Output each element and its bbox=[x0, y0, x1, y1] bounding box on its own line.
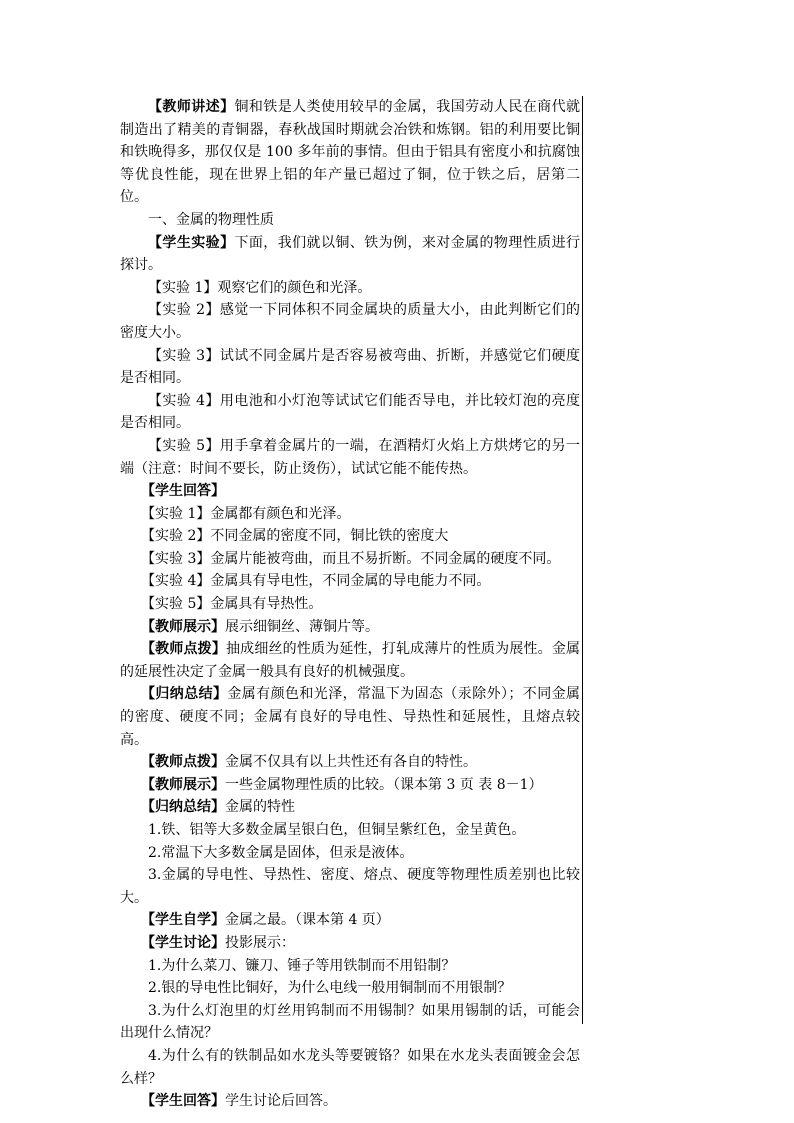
paragraph-teacher-display-2 bbox=[120, 774, 580, 797]
paragraph-text: 金属片能被弯曲，而且不易折断。不同金属的硬度不同。 bbox=[210, 550, 561, 567]
paragraph-teacher-narration bbox=[120, 96, 580, 209]
list-item-question-1: 1.为什么菜刀、镰刀、锤子等用铁制而不用铅制？ bbox=[148, 957, 456, 974]
paragraph-text: 用手拿着金属片的一端，在酒精灯火焰上方烘烤它的另一端（注意：时间不要长，防止烫伤），试试它能不能传热。 bbox=[120, 437, 581, 477]
paragraph-text: 展示细铜丝、薄铜片等。 bbox=[225, 618, 379, 635]
paragraph-text: 感觉一下同体积不同金属块的质量大小，由此判断它们的密度大小。 bbox=[120, 302, 581, 341]
list-item-property-2: 2.常温下大多数金属是固体，但汞是液体。 bbox=[148, 844, 414, 861]
paragraph-text: 观察它们的颜色和光泽。 bbox=[217, 279, 372, 296]
section-tag: 【教师展示】 bbox=[141, 618, 225, 635]
paragraph-summary bbox=[120, 683, 580, 751]
lesson-content bbox=[120, 96, 580, 1113]
paragraph-summary-2 bbox=[120, 796, 580, 819]
paragraph-experiment-4 bbox=[120, 390, 580, 435]
paragraph-experiment-2 bbox=[120, 299, 580, 344]
list-item-question-3: 3.为什么灯泡里的灯丝用钨制而不用锡制？如果用锡制的话，可能会出现什么情况？ bbox=[120, 1002, 580, 1042]
section-tag: 【学生自学】 bbox=[141, 912, 225, 929]
heading-physical-properties: 一、金属的物理性质 bbox=[148, 211, 274, 228]
paragraph-answer-5 bbox=[120, 593, 580, 616]
experiment-tag: 【实验 4】 bbox=[148, 392, 220, 409]
section-tag: 【学生讨论】 bbox=[141, 934, 225, 951]
paragraph-student-answer-2 bbox=[120, 1090, 580, 1113]
experiment-tag: 【实验 5】 bbox=[141, 596, 211, 613]
list-item-property-3: 3.金属的导电性、导热性、密度、熔点、硬度等物理性质差别也比较大。 bbox=[120, 867, 580, 906]
section-tag: 【学生实验】 bbox=[148, 234, 235, 251]
paragraph-student-experiment bbox=[120, 232, 580, 277]
experiment-tag: 【实验 4】 bbox=[141, 573, 211, 590]
paragraph-answer-1 bbox=[120, 503, 580, 526]
paragraph-text: 金属具有导电性，不同金属的导电能力不同。 bbox=[210, 573, 491, 590]
experiment-tag: 【实验 3】 bbox=[141, 550, 211, 567]
section-tag: 【教师讲述】 bbox=[148, 99, 235, 115]
section-tag: 【教师点拨】 bbox=[141, 641, 226, 658]
paragraph-experiment-1 bbox=[120, 277, 580, 300]
experiment-tag: 【实验 3】 bbox=[148, 347, 220, 364]
paragraph-text: 金属都有颜色和光泽。 bbox=[210, 505, 351, 522]
paragraph-student-answer bbox=[120, 480, 580, 503]
experiment-tag: 【实验 1】 bbox=[141, 505, 211, 522]
list-item-property-1: 1.铁、铝等大多数金属呈银白色，但铜呈紫红色，金呈黄色。 bbox=[148, 822, 526, 838]
section-tag: 【教师展示】 bbox=[141, 776, 225, 793]
paragraph-text: 金属之最。（课本第 4 页） bbox=[225, 912, 390, 929]
paragraph-text: 抽成细丝的性质为延性，打轧成薄片的性质为展性。金属的延展性决定了金属一般具有良好的机械强度。 bbox=[120, 641, 580, 680]
experiment-tag: 【实验 1】 bbox=[148, 279, 218, 296]
right-margin-rule bbox=[582, 96, 583, 1024]
paragraph-answer-2 bbox=[120, 525, 580, 548]
paragraph-text: 铜和铁是人类使用较早的金属，我国劳动人民在商代就制造出了精美的青铜器，春秋战国时期就会冶铁和炼钢。铝的利用要比铜和铁晚得多，那仅仅是 100 多年前的事情。但由于铝具有密度小和抗腐蚀等优良性能，现在世界上铝的年产量已超过了铜，位于铁之后，居第二位。 bbox=[120, 99, 581, 206]
paragraph-text: 金属的特性 bbox=[225, 799, 295, 816]
paragraph-text: 不同金属的密度不同，铜比铁的密度大 bbox=[210, 528, 449, 545]
paragraph-answer-4 bbox=[120, 570, 580, 593]
paragraph-discussion bbox=[120, 932, 580, 955]
paragraph-text: 投影展示： bbox=[225, 934, 295, 951]
paragraph-teacher-display bbox=[120, 616, 580, 639]
paragraph-self-study bbox=[120, 909, 580, 932]
list-item-question-2: 2.银的导电性比铜好，为什么电线一般用铜制而不用银制？ bbox=[148, 980, 512, 997]
section-tag: 【归纳总结】 bbox=[141, 799, 225, 816]
paragraph-teacher-guidance bbox=[120, 638, 580, 683]
paragraph-experiment-3 bbox=[120, 345, 580, 390]
paragraph-experiment-5 bbox=[120, 435, 580, 480]
section-tag: 【归纳总结】 bbox=[141, 686, 228, 703]
paragraph-text: 金属有颜色和光泽，常温下为固态（汞除外）；不同金属的密度、硬度不同；金属有良好的导电性、导热性和延展性，且熔点较高。 bbox=[120, 686, 581, 748]
section-tag: 【教师点拨】 bbox=[141, 754, 225, 771]
section-tag: 【学生回答】 bbox=[141, 1093, 225, 1110]
list-item-question-4: 4.为什么有的铁制品如水龙头等要镀铬？如果在水龙头表面镀金会怎么样？ bbox=[120, 1047, 580, 1087]
experiment-tag: 【实验 2】 bbox=[141, 528, 211, 545]
paragraph-text: 金属不仅具有以上共性还有各自的特性。 bbox=[225, 754, 477, 771]
experiment-tag: 【实验 5】 bbox=[148, 437, 220, 454]
paragraph-text: 金属具有导热性。 bbox=[210, 596, 323, 613]
experiment-tag: 【实验 2】 bbox=[148, 302, 220, 319]
paragraph-text: 下面，我们就以铜、铁为例，来对金属的物理性质进行探讨。 bbox=[120, 234, 581, 274]
paragraph-text: 学生讨论后回答。 bbox=[225, 1093, 337, 1110]
paragraph-teacher-guidance-2 bbox=[120, 751, 580, 774]
paragraph-text: 试试不同金属片是否容易被弯曲、折断，并感觉它们硬度是否相同。 bbox=[120, 347, 581, 387]
paragraph-answer-3 bbox=[120, 548, 580, 571]
paragraph-text: 一些金属物理性质的比较。（课本第 3 页 表 8－1） bbox=[225, 776, 543, 793]
paragraph-text: 用电池和小灯泡等试试它们能否导电，并比较灯泡的亮度是否相同。 bbox=[120, 392, 581, 432]
section-tag: 【学生回答】 bbox=[141, 483, 225, 500]
